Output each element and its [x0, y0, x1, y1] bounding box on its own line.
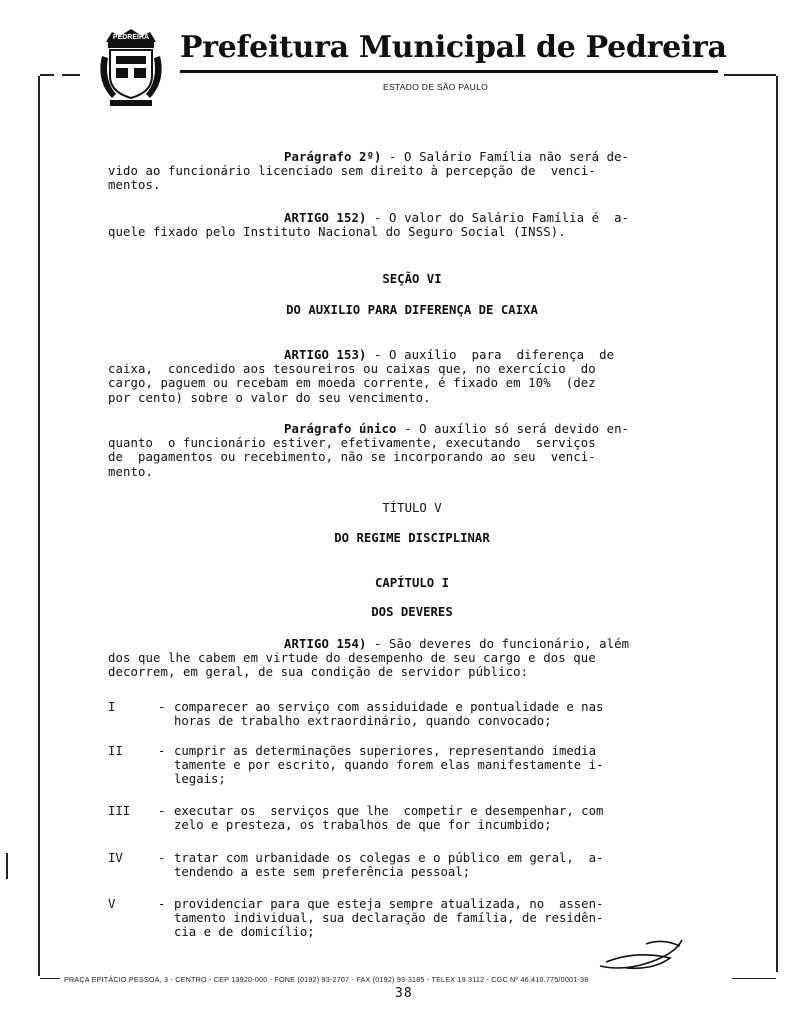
- title-underline: [180, 70, 718, 73]
- footer-rule-right: [732, 978, 776, 979]
- article-153-label: ARTIGO 153): [284, 348, 367, 362]
- paragraph-2-label: Parágrafo 2º): [284, 150, 382, 164]
- article-153-line2: caixa, concedido aos tesoureiros ou caixas que, no exercício do: [108, 362, 596, 377]
- coat-of-arms-icon: [98, 26, 164, 112]
- section-vi-heading: SEÇÃO VI: [382, 272, 442, 286]
- paragraph-2-line3: mentos.: [108, 178, 161, 193]
- titulo-v-heading: TÍTULO V: [382, 501, 442, 515]
- list-item: comparecer ao serviço com assiduidade e pontualidade e nas horas de trabalho extraordinário, quando convocado;: [174, 700, 604, 729]
- item-dash: -: [158, 700, 166, 714]
- frame-top-right-line: [724, 74, 776, 76]
- article-154-label: ARTIGO 154): [284, 637, 367, 651]
- list-item: cumprir as determinações superiores, representando imedia tamente e por escrito, quando forem elas manifestamente i- legais;: [174, 744, 604, 787]
- signature-mark: [596, 932, 688, 976]
- article-154-line2: dos que lhe cabem em virtude do desempenho de seu cargo e dos que: [108, 651, 596, 666]
- item-dash: -: [158, 804, 166, 818]
- item-number: II: [108, 744, 123, 758]
- article-152-line1: - O valor do Salário Família é a-: [366, 211, 630, 225]
- article-152-label: ARTIGO 152): [284, 211, 367, 225]
- paragraph-unico-line2: quanto o funcionário estiver, efetivamente, executando serviços: [108, 436, 596, 451]
- article-153-line4: por cento) sobre o valor do seu vencimento.: [108, 390, 431, 405]
- item-dash: -: [158, 744, 166, 758]
- crest-text: PEDREIRA: [112, 34, 150, 41]
- capitulo-i-heading: CAPÍTULO I: [374, 576, 450, 590]
- page-number: 38: [395, 986, 413, 1001]
- item-number: IV: [108, 851, 123, 865]
- article-153-line1: - O auxílio para diferença de: [366, 348, 615, 362]
- paragraph-unico-line4: mento.: [108, 464, 154, 479]
- article-154-line3: decorrem, em geral, de sua condição de servidor público:: [108, 665, 529, 680]
- list-item: tratar com urbanidade os colegas e o público em geral, a- tendendo a este sem preferência pessoal;: [174, 851, 604, 880]
- margin-mark: [6, 853, 8, 879]
- paragraph-unico-label: Parágrafo único: [284, 422, 397, 436]
- item-number: V: [108, 897, 116, 911]
- frame-top-left-dash: [40, 74, 54, 76]
- section-vi-title: DO AUXILIO PARA DIFERENÇA DE CAIXA: [286, 303, 538, 317]
- footer-address: PRAÇA EPITÁCIO PESSOA, 3 - CENTRO - CEP 13920-000 - FONE (0192) 93-2707 - FAX (0192) 93-3185 - TELEX 19 3112 - CGC Nº 46.410.775/0001-38: [64, 975, 589, 984]
- item-dash: -: [158, 897, 166, 911]
- item-number: I: [108, 700, 116, 714]
- list-item: providenciar para que esteja sempre atualizada, no assen- tamento individual, sua declaração de família, de residên- cia e de domicílio;: [174, 897, 604, 940]
- titulo-v-title: DO REGIME DISCIPLINAR: [334, 531, 490, 545]
- article-153: [108, 348, 716, 405]
- item-number: III: [108, 804, 131, 818]
- paragraph-unico: [108, 422, 716, 479]
- footer-rule-left: [40, 978, 60, 979]
- article-154: [108, 637, 716, 680]
- paragraph-unico-line1: - O auxílio só será devido en-: [396, 422, 630, 436]
- frame-top-left-dash: [62, 74, 80, 76]
- article-153-line3: cargo, paguem ou recebam em moeda corrente, é fixado em 10% (dez: [108, 376, 596, 391]
- article-152: [108, 211, 716, 239]
- frame-left-edge: [38, 76, 40, 976]
- paragraph-2: [108, 150, 716, 193]
- item-dash: -: [158, 851, 166, 865]
- article-152-line2: quele fixado pelo Instituto Nacional do Seguro Social (INSS).: [108, 225, 566, 240]
- frame-right-edge: [776, 76, 778, 972]
- paragraph-unico-line3: de pagamentos ou recebimento, não se incorporando ao seu venci-: [108, 450, 596, 465]
- paragraph-2-line2: vido ao funcionário licenciado sem direito à percepção de venci-: [108, 164, 596, 179]
- capitulo-i-title: DOS DEVERES: [371, 605, 453, 619]
- paragraph-2-line1: - O Salário Família não será de-: [381, 150, 630, 164]
- list-item: executar os serviços que lhe competir e desempenhar, com zelo e presteza, os trabalhos de que for incumbido;: [174, 804, 604, 833]
- state-subtitle: ESTADO DE SÃO PAULO: [383, 82, 489, 92]
- article-154-line1: - São deveres do funcionário, além: [366, 637, 630, 651]
- page-title: Prefeitura Municipal de Pedreira: [180, 30, 727, 65]
